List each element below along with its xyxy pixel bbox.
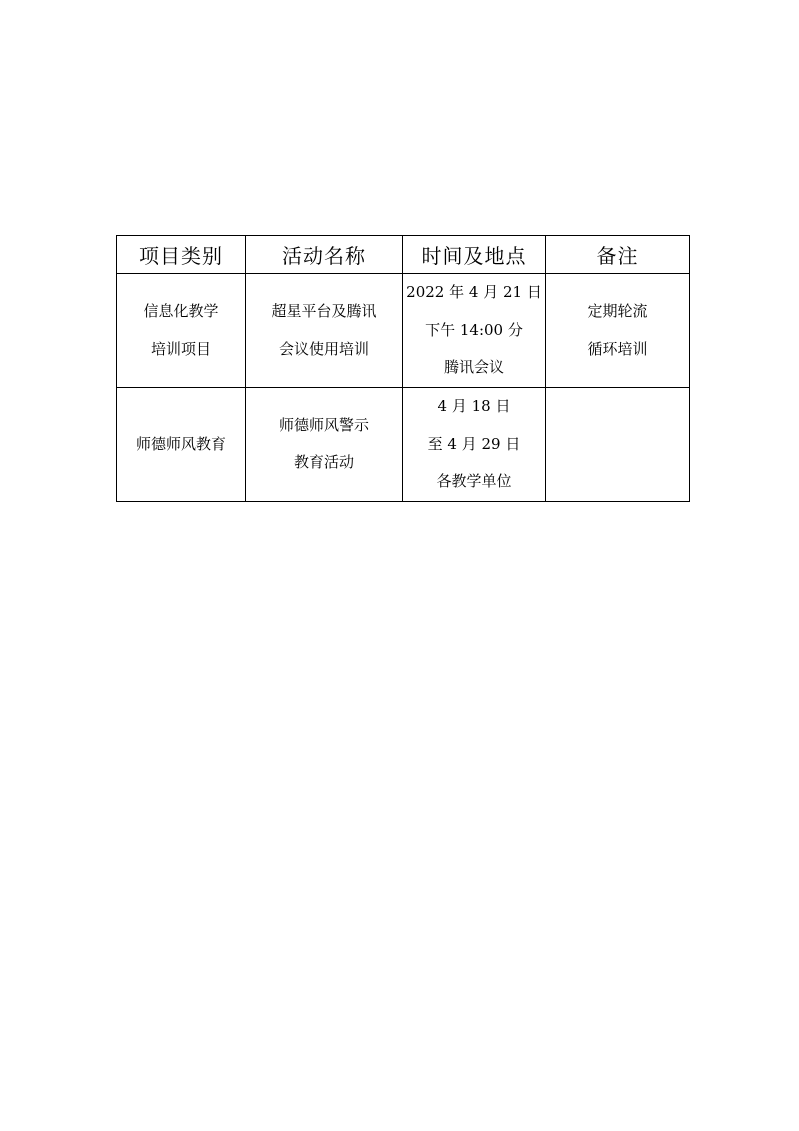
cell-text: 师德师风教育	[135, 434, 226, 453]
cell-activity	[246, 274, 403, 388]
cell-text: 会议使用培训	[278, 339, 369, 358]
cell-category	[117, 388, 246, 502]
cell-text: 教育活动	[293, 453, 354, 472]
cell-activity	[246, 388, 403, 502]
cell-text: 超星平台及腾讯	[271, 302, 377, 320]
cell-text: 师德师风警示	[278, 415, 369, 434]
cell-remark	[546, 388, 690, 502]
header-category: 项目类别	[117, 236, 246, 274]
cell-time-place	[403, 274, 546, 388]
cell-text: 腾讯会议	[443, 358, 504, 377]
header-time-and-place: 时间及地点	[403, 236, 546, 274]
cell-text: 各教学单位	[436, 472, 512, 490]
cell-text: 下午 14:00 分	[425, 320, 523, 339]
cell-remark	[546, 274, 690, 388]
table-row	[117, 274, 690, 388]
cell-text: 至 4 月 29 日	[427, 434, 521, 453]
cell-text: 信息化教学	[143, 302, 219, 320]
activity-table	[116, 235, 690, 502]
header-remark: 备注	[546, 236, 690, 274]
cell-text: 4 月 18 日	[437, 397, 511, 415]
cell-text: 定期轮流	[587, 302, 648, 320]
cell-time-place	[403, 388, 546, 502]
cell-text: 培训项目	[150, 339, 211, 358]
table-header-row	[117, 236, 690, 274]
table-row	[117, 388, 690, 502]
header-activity-name: 活动名称	[246, 236, 403, 274]
cell-text: 循环培训	[587, 339, 648, 358]
cell-category	[117, 274, 246, 388]
cell-text: 2022 年 4 月 21 日	[406, 283, 542, 302]
